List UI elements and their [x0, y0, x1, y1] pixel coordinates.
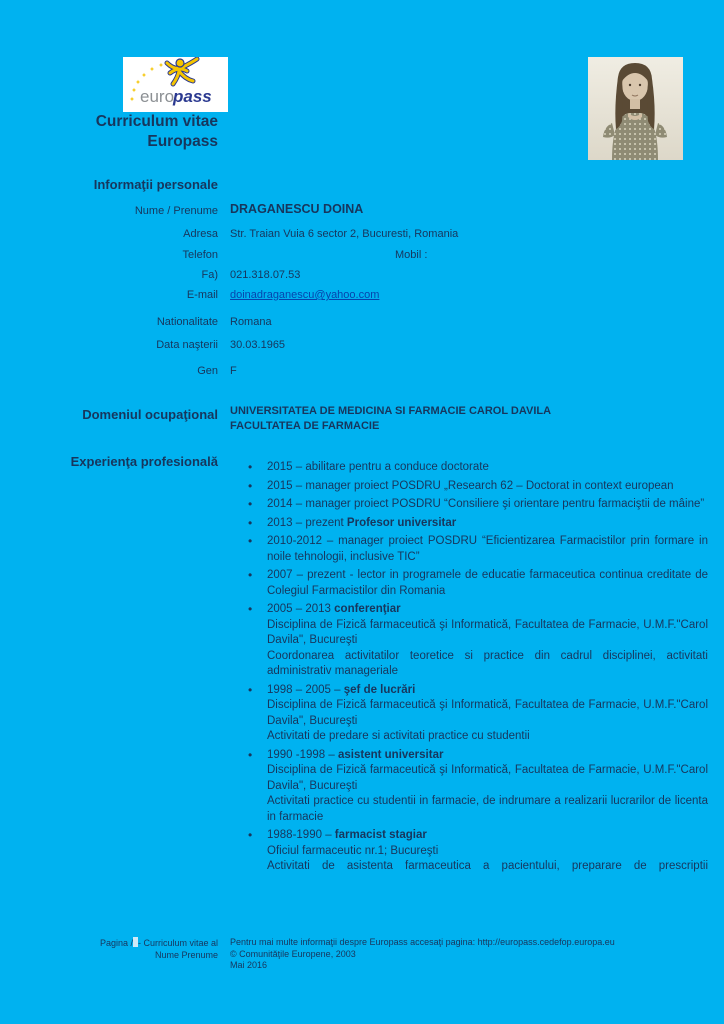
- experience-detail: Activitati de predare si activitati practice cu studentii: [267, 730, 530, 742]
- experience-role: şef de lucrări: [343, 683, 416, 696]
- page-title-line2: Europass: [147, 133, 218, 150]
- label-email: E-mail: [186, 289, 218, 301]
- experience-detail: Activitati practice cu studentii in farmacie, de indrumare a realizarii lucrarilor de licenta in farmacie: [267, 795, 708, 823]
- experience-entry: • 2015 – manager proiect POSDRU „Research 62 – Doctorat in context european: [267, 479, 674, 492]
- label-phone: Telefon: [182, 249, 218, 261]
- experience-role: Profesor universitar: [346, 516, 457, 529]
- label-name: Nume / Prenume: [134, 205, 218, 217]
- svg-text:pass: pass: [173, 87, 212, 106]
- experience-entry: • 1990 -1998 – asistent universitar: [267, 748, 444, 761]
- footer-right: [230, 937, 700, 972]
- section-occupational: Domeniul ocupaţional: [82, 407, 218, 422]
- experience-item: [230, 479, 708, 495]
- page-title: [0, 112, 218, 152]
- experience-item: [230, 828, 708, 875]
- experience-entry: • 2013 – prezent Profesor universitar: [267, 516, 457, 529]
- footer-page-line: Pagina / - Curriculum vitae al: [99, 938, 218, 948]
- experience-role: conferenţiar: [334, 603, 401, 615]
- footer-left: [0, 937, 218, 961]
- experience-entry: • 2010-2012 – manager proiect POSDRU “Eficientizarea Farmacistilor prin formare in noile tehnologii, inclusive TIC”: [267, 535, 708, 563]
- value-birthdate: 30.03.1965: [230, 339, 286, 351]
- experience-list: [230, 460, 708, 878]
- europass-logo: [123, 57, 228, 112]
- experience-detail: Disciplina de Fizică farmaceutică şi Informatică, Facultatea de Farmacie, U.M.F."Carol Davila", Bucureşti: [267, 699, 708, 727]
- value-name: DRAGANESCU DOINA: [230, 202, 364, 216]
- footer-info-line: Pentru mai multe informaţii despre Europass accesaţi pagina: http://europass.cedefop.europa.eu: [230, 937, 615, 947]
- occupational-line2: FACULTATEA DE FARMACIE: [230, 420, 380, 432]
- value-address: Str. Traian Vuia 6 sector 2, Bucuresti, Romania: [230, 228, 459, 240]
- experience-detail: Disciplina de Fizică farmaceutică şi Informatică, Facultatea de Farmacie, U.M.F."Carol Davila", Bucureşti: [267, 764, 708, 792]
- label-gender: Gen: [197, 365, 218, 377]
- section-experience: Experienţa profesională: [70, 454, 218, 469]
- email-link[interactable]: doinadraganescu@yahoo.com: [230, 289, 380, 301]
- footer-copyright-line: © Comunităţile Europene, 2003: [230, 948, 356, 959]
- experience-item: [230, 568, 708, 599]
- experience-detail: Coordonarea activitatilor teoretice si practice din cadrul disciplinei, activitati administrativ manageriale: [267, 649, 708, 677]
- email-row: [230, 288, 379, 302]
- experience-detail: Disciplina de Fizică farmaceutică şi Informatică, Facultatea de Farmacie, U.M.F."Carol Davila", Bucureşti: [267, 618, 708, 646]
- experience-item: [230, 460, 708, 476]
- experience-item: [230, 534, 708, 565]
- experience-item: [230, 748, 708, 826]
- svg-text:euro: euro: [140, 87, 175, 106]
- occupational-line1: UNIVERSITATEA DE MEDICINA SI FARMACIE CAROL DAVILA: [230, 405, 552, 417]
- label-mobile: Mobil :: [395, 249, 428, 261]
- label-address: Adresa: [183, 228, 218, 240]
- value-gender: F: [230, 365, 237, 377]
- portrait-photo: [588, 57, 683, 160]
- experience-item: [230, 683, 708, 745]
- page-title-line1: Curriculum vitae: [95, 113, 218, 130]
- europass-logo-image: [123, 57, 228, 112]
- experience-entry: • 1998 – 2005 – şef de lucrări: [267, 683, 416, 696]
- experience-entry: • 2014 – manager proiect POSDRU “Consiliere şi orientare pentru farmaciştii de mâine”: [267, 498, 705, 510]
- value-nationality: Romana: [230, 316, 272, 328]
- label-nationality: Nationalitate: [156, 316, 218, 328]
- experience-entry: • 2005 – 2013 conferenţiar: [267, 603, 401, 615]
- experience-role: farmacist stagiar: [334, 829, 427, 841]
- occupational-value: [230, 404, 700, 434]
- experience-item: [230, 497, 708, 513]
- experience-detail: Oficiul farmaceutic nr.1; Bucureşti: [267, 844, 439, 857]
- label-birthdate: Data naşterii: [156, 339, 218, 351]
- experience-entry: • 2007 – prezent - lector in programele de educatie farmaceutica continua creditate de Colegiul Farmacistilor din Romania: [267, 569, 708, 597]
- value-fax: 021.318.07.53: [230, 269, 301, 281]
- experience-item: [230, 516, 708, 532]
- section-personal-info: Informaţii personale: [93, 177, 218, 192]
- footer-name-line: Nume Prenume: [154, 949, 218, 960]
- footer-date-line: Mai 2016: [230, 960, 268, 970]
- portrait-photo-image: [588, 57, 683, 160]
- label-fax: Fa): [201, 269, 218, 281]
- experience-entry: • 1988-1990 – farmacist stagiar: [267, 829, 427, 841]
- experience-entry: • 2015 – abilitare pentru a conduce doctorate: [267, 461, 489, 473]
- experience-role: asistent universitar: [337, 748, 444, 761]
- experience-detail: Activitati de asistenta farmaceutica a pacientului, preparare de prescriptii: [267, 860, 708, 872]
- experience-item: [230, 602, 708, 680]
